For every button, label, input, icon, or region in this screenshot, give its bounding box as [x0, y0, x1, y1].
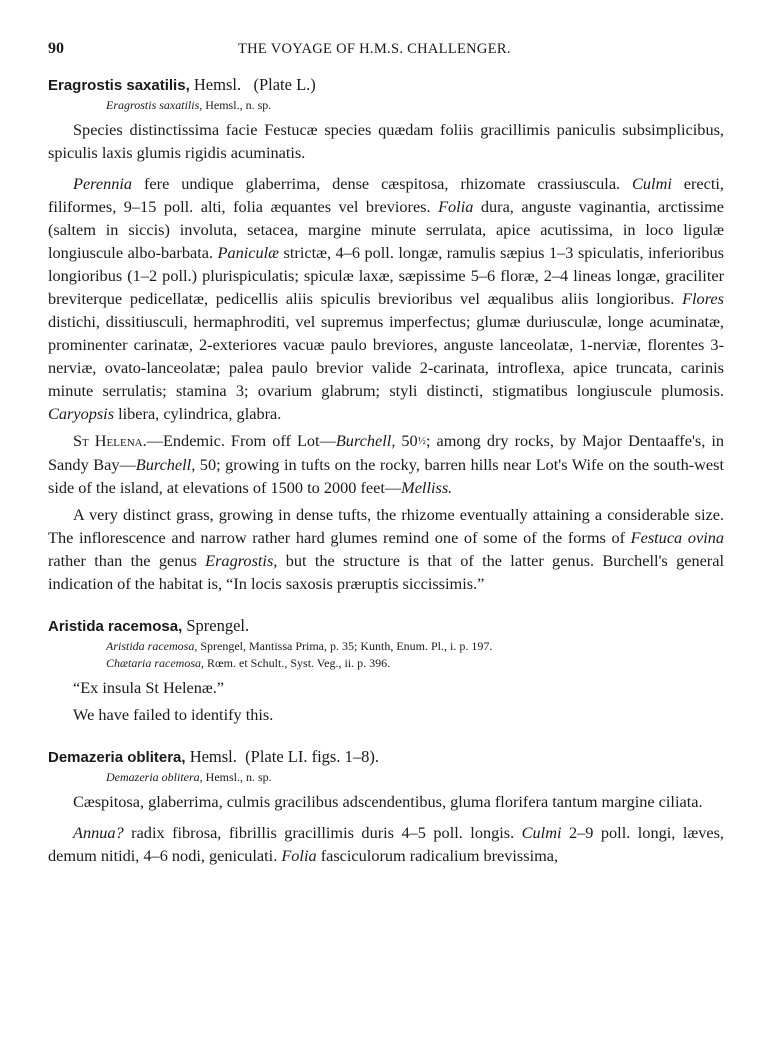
habitat-text: ; among dry rocks, by Major Dentaaffe's, in Sandy Bay— [48, 431, 724, 474]
desc-text: strictæ, 4–6 poll. longæ, ramulis sæpius 1–3 spiculatis, inferioribus longioribus (1–2 poll.) plurispiculatis; spiculæ laxæ, sæpissime 5–6 floræ, 2–4 lineas longæ, graciliter breviterque pedicellatæ, pedicellis aliis spiculis brevioribus vel æqualibus aliis longioribus. [48, 243, 724, 308]
fraction: ½ [417, 435, 426, 447]
desc-term: Perennia [73, 174, 133, 193]
synonym-ref: Sprengel, Mantissa Prima, p. 35; Kunth, Enum. Pl., i. p. 197. [197, 639, 493, 653]
desc-term: Flores [682, 289, 724, 308]
desc-term: Folia [438, 197, 474, 216]
note-term: Festuca ovina [630, 528, 724, 547]
species-heading-eragrostis [48, 74, 724, 97]
diagnosis-paragraph: Species distinctissima facie Festucæ species quædam foliis gracillimis paniculis subsimplicibus, spiculis laxis glumis rigidis acuminatis. [48, 120, 724, 162]
desc-text: distichi, dissitiusculi, hermaphroditi, vel supremus imperfectus; glumæ duriusculæ, longe acuminatæ, prominenter carinatæ, 2-exteriores vacuæ paulo breviores, anguste lanceolatæ, 1-nerviæ, florentes 3-nerviæ, ovato-lanceolatæ; palea paulo brevior valide 2-carinata, introflexa, apice truncata, carinis minute serrulatis; stamina 3; ovarium glabrum; styli distincti, stigmatibus longiuscule plumosis. [48, 312, 724, 400]
collector-name: Burchell, [135, 455, 196, 474]
page-header [48, 40, 724, 66]
desc-text: dura, anguste vaginantia, arctissime (saltem in siccis) involuta, setacea, margine minute serrulata, apice acutissima, in loco ligulæ longiuscule albo-barbata. [48, 197, 725, 262]
description-paragraph [48, 172, 724, 425]
desc-text: erecti, filiformes, 9–15 poll. alti, folia æquantes vel breviores. [48, 174, 724, 216]
synonym-name: Aristida racemosa, [106, 639, 198, 653]
synonym-ref: Hemsl., n. sp. [202, 770, 272, 784]
synonym-line [106, 638, 724, 655]
page-number: 90 [48, 40, 64, 57]
species-author: Hemsl. [189, 75, 242, 94]
desc-text: 2–9 poll. longi, læves, demum nitidi, 4–6 nodi, geniculati. [48, 823, 724, 865]
desc-term: Caryopsis [48, 404, 115, 423]
plate-ref: (Plate L.) [253, 75, 316, 94]
running-title: THE VOYAGE OF H.M.S. CHALLENGER. [238, 41, 511, 57]
desc-term: Paniculæ [217, 243, 280, 262]
habitat-paragraph [48, 429, 724, 499]
synonym-ref: Rœm. et Schult., Syst. Veg., ii. p. 396. [204, 656, 391, 670]
desc-text: fasciculorum radicalium brevissima, [316, 846, 559, 865]
species-heading-aristida [48, 615, 724, 638]
synonym-line [106, 655, 724, 672]
synonym-name: Eragrostis saxatilis, [106, 98, 203, 112]
species-name: Demazeria oblitera, [48, 749, 186, 766]
diagnosis-paragraph: Cæspitosa, glaberrima, culmis gracilibus adscendentibus, gluma florifera tantum margine ciliata. [73, 792, 703, 811]
desc-term: Annua? [73, 823, 124, 842]
note-text: rather than the genus [48, 551, 206, 570]
desc-term: Folia [281, 846, 317, 865]
note-paragraph [48, 503, 724, 595]
synonym-ref: Hemsl., n. sp. [202, 98, 272, 112]
species-author: Sprengel. [182, 616, 250, 635]
synonym-line [106, 769, 724, 786]
habitat-text: 50 [395, 431, 418, 450]
desc-text: libera, cylindrica, glabra. [114, 404, 282, 423]
desc-term: Culmi [521, 823, 562, 842]
desc-term: Culmi [632, 174, 672, 193]
quote-paragraph: “Ex insula St Helenæ.” [73, 678, 225, 697]
synonym-line [106, 97, 724, 114]
desc-text: radix fibrosa, fibrillis gracillimis duris 4–5 poll. longis. [123, 823, 522, 842]
desc-text: fere undique glaberrima, dense cæspitosa, rhizomate crassiuscula. [132, 174, 633, 193]
habitat-text: —Endemic. From off Lot— [146, 431, 336, 450]
collector-name: Melliss. [401, 478, 453, 497]
synonym-name: Demazeria oblitera, [106, 770, 203, 784]
description-paragraph [48, 821, 724, 867]
note-term: Eragrostis, [205, 551, 278, 570]
species-heading-demazeria [48, 746, 724, 769]
species-name: Aristida racemosa, [48, 618, 183, 635]
habitat-lead: St Helena. [73, 431, 147, 450]
plate-ref: (Plate LI. figs. 1–8). [245, 747, 379, 766]
note-text: but the structure is that of the latter genus. Burchell's general indication of the habitat is, “In locis saxosis præruptis siccissimis.” [48, 551, 724, 593]
page [48, 40, 724, 867]
species-name: Eragrostis saxatilis, [48, 77, 190, 94]
remark-paragraph: We have failed to identify this. [73, 705, 274, 724]
synonym-name: Chætaria racemosa, [106, 656, 205, 670]
species-author: Hemsl. [185, 747, 237, 766]
note-text: A very distinct grass, growing in dense tufts, the rhizome eventually attaining a considerable size. The inflorescence and narrow rather hard glumes remind one of some of the forms of [48, 505, 724, 547]
habitat-text: 50; growing in tufts on the rocky, barren hills near Lot's Wife on the south-west side of the island, at elevations of 1500 to 2000 feet— [48, 455, 724, 497]
collector-name: Burchell, [335, 431, 396, 450]
